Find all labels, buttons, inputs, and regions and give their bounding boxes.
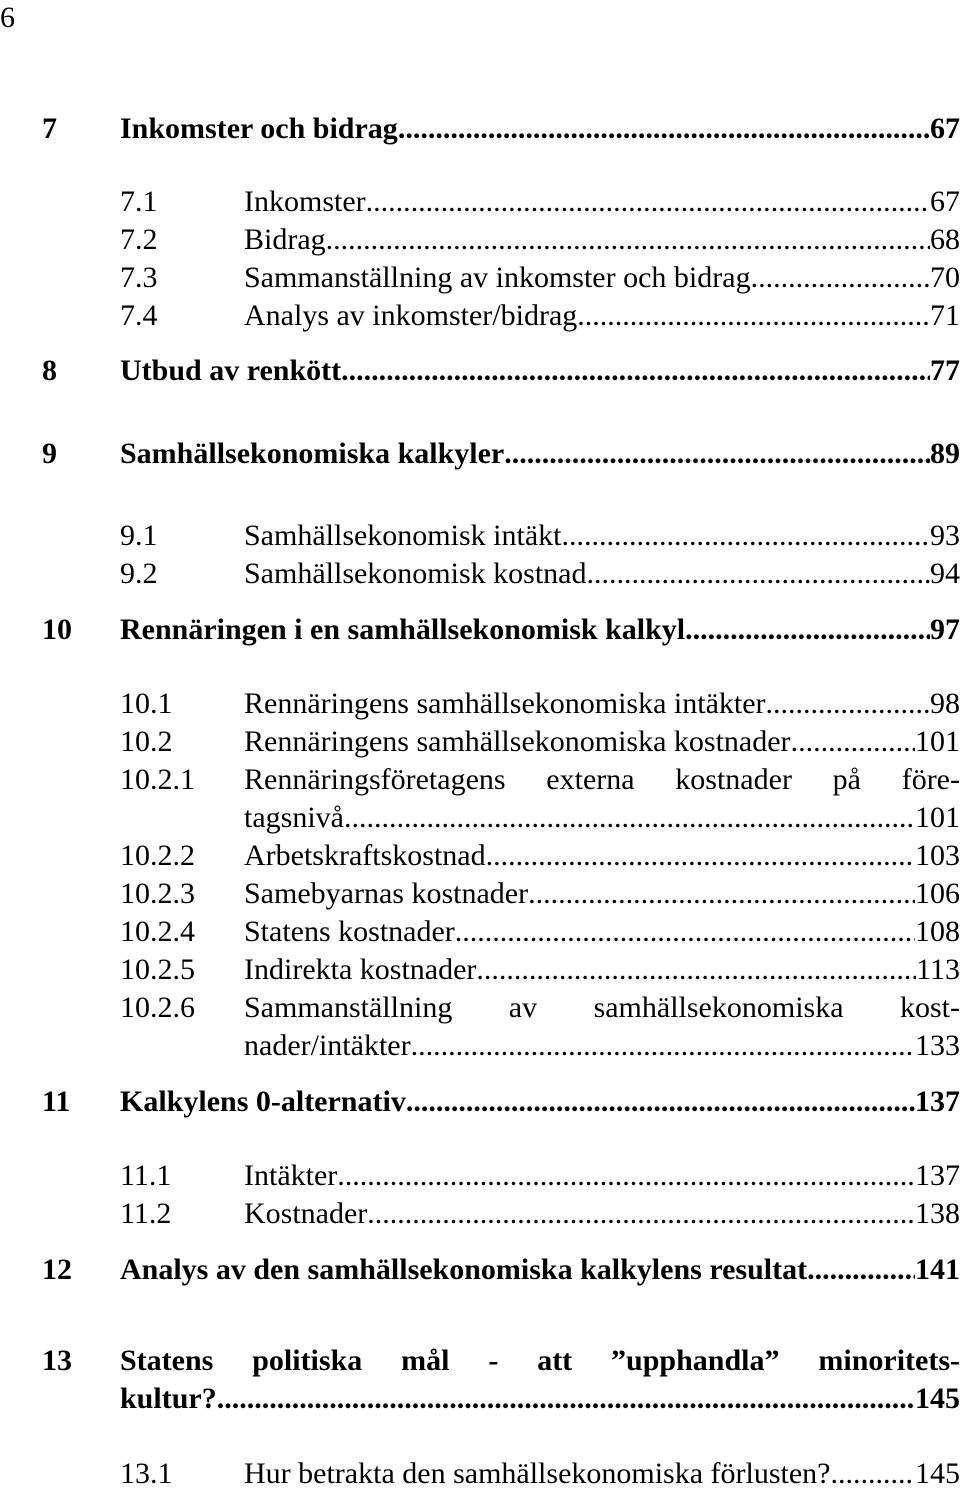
toc-entry-line — [244, 875, 960, 913]
toc-entry-page: 101 — [915, 725, 960, 758]
toc-entry-page: 67 — [930, 185, 960, 218]
dot-leader — [766, 685, 930, 723]
toc-entry-line — [244, 1455, 960, 1493]
dot-leader — [831, 1455, 916, 1493]
dot-leader — [217, 1380, 915, 1418]
toc-entry-number: 11 — [42, 1085, 71, 1118]
toc-entry-page: 137 — [915, 1159, 960, 1192]
toc-entry-number: 9 — [42, 437, 57, 470]
toc-entry-number: 10.2.2 — [120, 839, 195, 872]
toc-entry-body — [244, 1455, 960, 1493]
dot-leader — [504, 435, 930, 473]
toc-entry-body — [244, 875, 960, 913]
dot-leader — [367, 1195, 915, 1233]
dot-leader — [455, 913, 915, 951]
toc-entry-number: 9.2 — [120, 557, 158, 590]
toc-entry-title: Kostnader — [244, 1197, 368, 1230]
page-number: 6 — [0, 1, 15, 34]
toc-entry-page: 68 — [930, 223, 960, 256]
toc-entry-line — [244, 555, 960, 593]
toc-entry-title: Kalkylens 0-alternativ — [120, 1085, 406, 1118]
toc-entry-page: 133 — [915, 1029, 960, 1062]
toc-entry-title: Intäkter — [244, 1159, 338, 1192]
toc-entry-line — [120, 435, 960, 473]
toc-entry-title: Utbud av renkött — [120, 354, 342, 387]
toc-entry-page: 71 — [930, 299, 960, 332]
toc-entry-title: Inkomster — [244, 185, 366, 218]
toc-entry-page: 101 — [915, 801, 960, 834]
dot-leader — [751, 259, 930, 297]
toc-entry-line — [120, 1251, 960, 1289]
toc-entry-line — [244, 685, 960, 723]
toc-entry-number: 10.2 — [120, 725, 173, 758]
toc-entry-body — [244, 183, 960, 221]
toc-entry-line — [244, 259, 960, 297]
toc-entry-line — [120, 110, 960, 148]
toc-entry-page: 145 — [915, 1457, 960, 1490]
toc-entry-line — [244, 183, 960, 221]
toc-entry-page: 108 — [915, 915, 960, 948]
toc-entry-title-line1: Statens politiska mål - att ”upphandla” minoritets- — [120, 1344, 960, 1377]
toc-entry-title: Rennäringens samhällsekonomiska intäkter — [244, 687, 766, 720]
dot-leader — [344, 799, 915, 837]
toc-entry-body — [120, 1083, 960, 1121]
toc-entry-line — [244, 297, 960, 335]
toc-entry-page: 67 — [930, 112, 960, 145]
toc-entry-title: Hur betrakta den samhällsekonomiska förlusten? — [244, 1457, 831, 1490]
dot-leader — [341, 352, 930, 390]
toc-entry-page: 138 — [915, 1197, 960, 1230]
toc-entry-page: 98 — [930, 687, 960, 720]
toc-entry-body — [244, 989, 960, 1065]
toc-entry-number: 11.1 — [120, 1159, 172, 1192]
toc-entry-page: 94 — [930, 557, 960, 590]
toc-entry-title: Sammanställning av inkomster och bidrag — [244, 261, 751, 294]
toc-entry-number: 10 — [42, 613, 72, 646]
dot-leader — [411, 1027, 915, 1065]
toc-entry-title: Rennäringen i en samhällsekonomisk kalkyl — [120, 613, 686, 646]
dot-leader — [791, 723, 915, 761]
dot-leader — [561, 517, 930, 555]
toc-entry-number: 10.2.6 — [120, 991, 195, 1024]
dot-leader — [476, 951, 916, 989]
toc-entry-page: 113 — [916, 953, 960, 986]
toc-entry-body — [244, 837, 960, 875]
toc-entry-title-line1: Rennäringsföretagens externa kostnader på före- — [244, 763, 960, 796]
toc-entry-title: Samhällsekonomisk kostnad — [244, 557, 587, 590]
toc-entry-page: 141 — [915, 1253, 960, 1286]
toc-entry-line — [244, 837, 960, 875]
toc-entry-page: 70 — [930, 261, 960, 294]
toc-entry-page: 145 — [915, 1382, 960, 1415]
toc-entry-line — [244, 221, 960, 259]
toc-entry-line — [120, 1083, 960, 1121]
toc-entry-page: 103 — [915, 839, 960, 872]
dot-leader — [577, 297, 930, 335]
toc-entry-line — [244, 1195, 960, 1233]
toc-entry-body — [244, 297, 960, 335]
toc-entry-line — [244, 799, 960, 837]
toc-entry-title: Rennäringens samhällsekonomiska kostnader — [244, 725, 791, 758]
dot-leader — [528, 875, 915, 913]
toc-entry-title: Samhällsekonomiska kalkyler — [120, 437, 505, 470]
toc-entry-line — [120, 1380, 960, 1418]
toc-entry-body — [120, 352, 960, 390]
toc-entry-body — [244, 1157, 960, 1195]
toc-entry-line — [244, 951, 960, 989]
toc-entry-body — [244, 517, 960, 555]
toc-entry-line — [244, 517, 960, 555]
toc-entry-page: 97 — [930, 613, 960, 646]
toc-entry-title: Inkomster och bidrag — [120, 112, 398, 145]
toc-entry-body — [244, 555, 960, 593]
toc-entry-number: 13 — [42, 1344, 72, 1377]
toc-entry-number: 10.1 — [120, 687, 173, 720]
dot-leader — [326, 221, 930, 259]
toc-entry-title: Samhällsekonomisk intäkt — [244, 519, 562, 552]
dot-leader — [406, 1083, 915, 1121]
toc-entry-number: 7.3 — [120, 261, 158, 294]
toc-entry-title: nader/intäkter — [244, 1029, 411, 1062]
dot-leader — [486, 837, 915, 875]
toc-entry-body — [244, 761, 960, 837]
toc-entry-number: 9.1 — [120, 519, 158, 552]
toc-entry-page: 77 — [930, 354, 960, 387]
toc-entry-line — [244, 1027, 960, 1065]
toc-entry-body — [120, 1342, 960, 1418]
toc-entry-line — [120, 352, 960, 390]
toc-entry-body — [244, 221, 960, 259]
toc-entry-body — [244, 1195, 960, 1233]
toc-entry-page: 93 — [930, 519, 960, 552]
toc-entry-number: 7.1 — [120, 185, 158, 218]
dot-leader — [398, 110, 930, 148]
toc-entry-page: 137 — [915, 1085, 960, 1118]
toc-entry-body — [244, 685, 960, 723]
toc-entry-number: 7.4 — [120, 299, 158, 332]
toc-entry-body — [120, 435, 960, 473]
toc-entry-number: 12 — [42, 1253, 72, 1286]
toc-entry-title: tagsnivå — [244, 801, 344, 834]
toc-entry-title: Bidrag — [244, 223, 326, 256]
dot-leader — [337, 1157, 915, 1195]
toc-entry-body — [244, 723, 960, 761]
toc-entry-body — [244, 259, 960, 297]
toc-entry-number: 7.2 — [120, 223, 158, 256]
toc-entry-number: 7 — [42, 112, 57, 145]
toc-entry-body — [120, 110, 960, 148]
dot-leader — [807, 1251, 915, 1289]
toc-entry-page: 89 — [930, 437, 960, 470]
toc-entry-title-line1: Sammanställning av samhällsekonomiska kost- — [244, 991, 960, 1024]
toc-entry-body — [120, 1251, 960, 1289]
toc-entry-title: kultur? — [120, 1382, 217, 1415]
toc-entry-body — [120, 611, 960, 649]
toc-entry-page: 106 — [915, 877, 960, 910]
toc-entry-number: 10.2.3 — [120, 877, 195, 910]
toc-entry-title: Statens kostnader — [244, 915, 455, 948]
dot-leader — [366, 183, 930, 221]
toc-entry-title: Analys av den samhällsekonomiska kalkylens resultat — [120, 1253, 808, 1286]
toc-entry-body — [244, 913, 960, 951]
toc-entry-title: Analys av inkomster/bidrag — [244, 299, 578, 332]
toc-entry-number: 11.2 — [120, 1197, 172, 1230]
toc-entry-number: 10.2.5 — [120, 953, 195, 986]
toc-entry-line — [120, 611, 960, 649]
toc-entry-line — [244, 913, 960, 951]
toc-entry-line — [244, 723, 960, 761]
toc-entry-number: 10.2.4 — [120, 915, 195, 948]
dot-leader — [586, 555, 930, 593]
toc-entry-body — [244, 951, 960, 989]
toc-entry-title: Samebyarnas kostnader — [244, 877, 529, 910]
toc-entry-title: Arbetskraftskostnad — [244, 839, 486, 872]
toc-entry-title: Indirekta kostnader — [244, 953, 477, 986]
toc-entry-number: 13.1 — [120, 1457, 173, 1490]
toc-entry-number: 8 — [42, 354, 57, 387]
dot-leader — [685, 611, 930, 649]
toc-entry-line — [244, 1157, 960, 1195]
toc-entry-number: 10.2.1 — [120, 763, 195, 796]
